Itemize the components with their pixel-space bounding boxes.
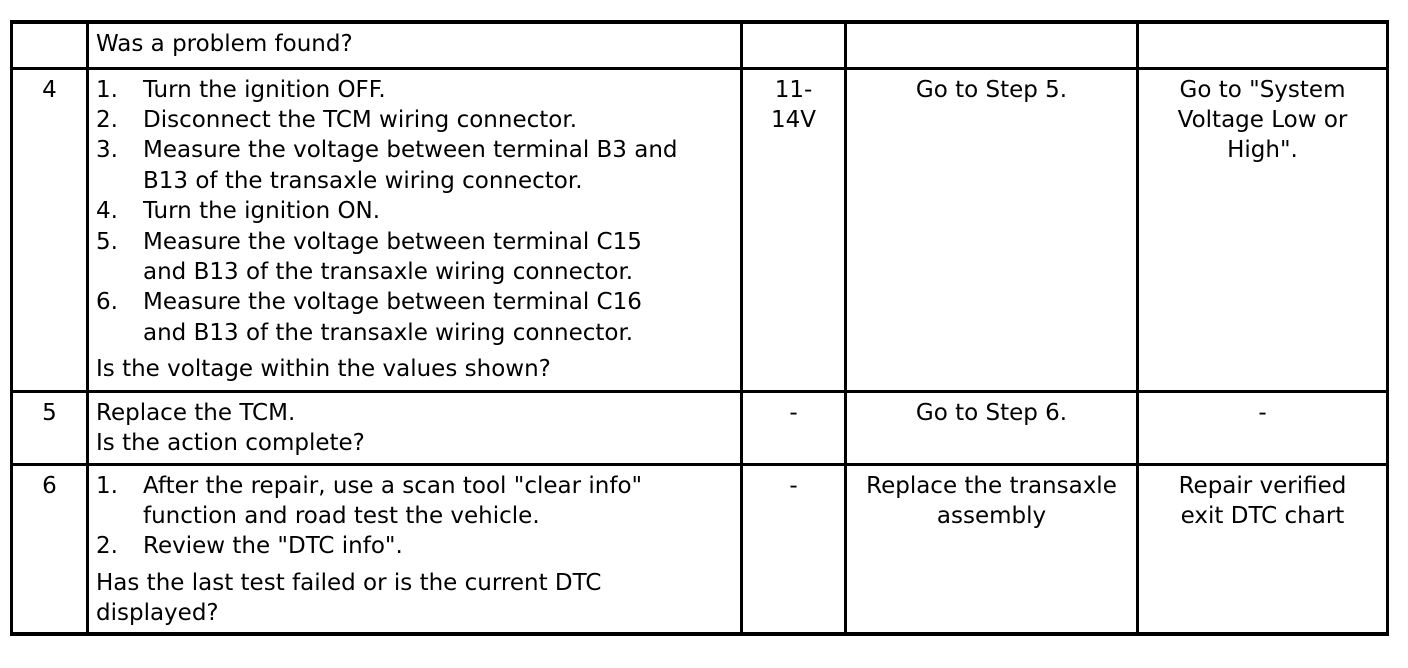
list-item: 1. After the repair, use a scan tool "clear info" function and road test the vehicle. bbox=[96, 472, 643, 529]
list-item: 2. Review the "DTC info". bbox=[96, 533, 403, 560]
step-number: 5 bbox=[42, 399, 57, 426]
list-item: 6. Measure the voltage between terminal C16 and B13 of the transaxle wiring connector. bbox=[96, 289, 642, 346]
yes-text: Go to Step 5. bbox=[915, 76, 1068, 103]
step-number: 4 bbox=[42, 76, 57, 103]
no-text: Go to "System Voltage Low or High". bbox=[1177, 76, 1348, 164]
question-text: Is the action complete? bbox=[96, 429, 365, 456]
action-cell bbox=[88, 464, 742, 634]
no-text: - bbox=[1258, 399, 1267, 426]
step-number: 6 bbox=[42, 472, 57, 499]
value-text: - bbox=[789, 399, 798, 426]
no-cell bbox=[1138, 22, 1388, 68]
step-list bbox=[96, 75, 740, 349]
action-text: Replace the TCM. bbox=[96, 399, 296, 426]
list-item: 2. Disconnect the TCM wiring connector. bbox=[96, 106, 578, 133]
yes-text: Replace the transaxle assembly bbox=[866, 472, 1117, 529]
yes-cell bbox=[846, 464, 1138, 634]
no-cell bbox=[1138, 391, 1388, 464]
list-item: 5. Measure the voltage between terminal C15 and B13 of the transaxle wiring connector. bbox=[96, 228, 642, 285]
value-cell bbox=[742, 68, 846, 391]
no-cell bbox=[1138, 464, 1388, 634]
step-number-cell bbox=[12, 391, 88, 464]
diagnostic-table bbox=[10, 20, 1389, 636]
value-cell bbox=[742, 391, 846, 464]
value-text: 11-14V bbox=[770, 76, 816, 133]
action-cell bbox=[88, 22, 742, 68]
yes-cell bbox=[846, 391, 1138, 464]
yes-text: Go to Step 6. bbox=[915, 399, 1068, 426]
question-text: Was a problem found? bbox=[96, 31, 353, 57]
value-cell bbox=[742, 22, 846, 68]
step-number-cell bbox=[12, 464, 88, 634]
table-row bbox=[12, 464, 1388, 634]
no-text: Repair verified exit DTC chart bbox=[1178, 472, 1347, 529]
value-text: - bbox=[789, 472, 798, 499]
table-row bbox=[12, 22, 1388, 68]
step-number-cell bbox=[12, 22, 88, 68]
yes-cell bbox=[846, 22, 1138, 68]
list-item: 1. Turn the ignition OFF. bbox=[96, 76, 386, 103]
step-number-cell bbox=[12, 68, 88, 391]
table-row bbox=[12, 391, 1388, 464]
no-cell bbox=[1138, 68, 1388, 391]
list-item: 3. Measure the voltage between terminal B3 and B13 of the transaxle wiring connector. bbox=[96, 137, 678, 194]
action-cell bbox=[88, 68, 742, 391]
yes-cell bbox=[846, 68, 1138, 391]
table-row bbox=[12, 68, 1388, 391]
question-text: Is the voltage within the values shown? bbox=[96, 356, 551, 383]
action-cell bbox=[88, 391, 742, 464]
step-list bbox=[96, 471, 740, 562]
list-item: 4. Turn the ignition ON. bbox=[96, 198, 381, 225]
value-cell bbox=[742, 464, 846, 634]
question-text: Has the last test failed or is the current DTC displayed? bbox=[96, 569, 602, 627]
